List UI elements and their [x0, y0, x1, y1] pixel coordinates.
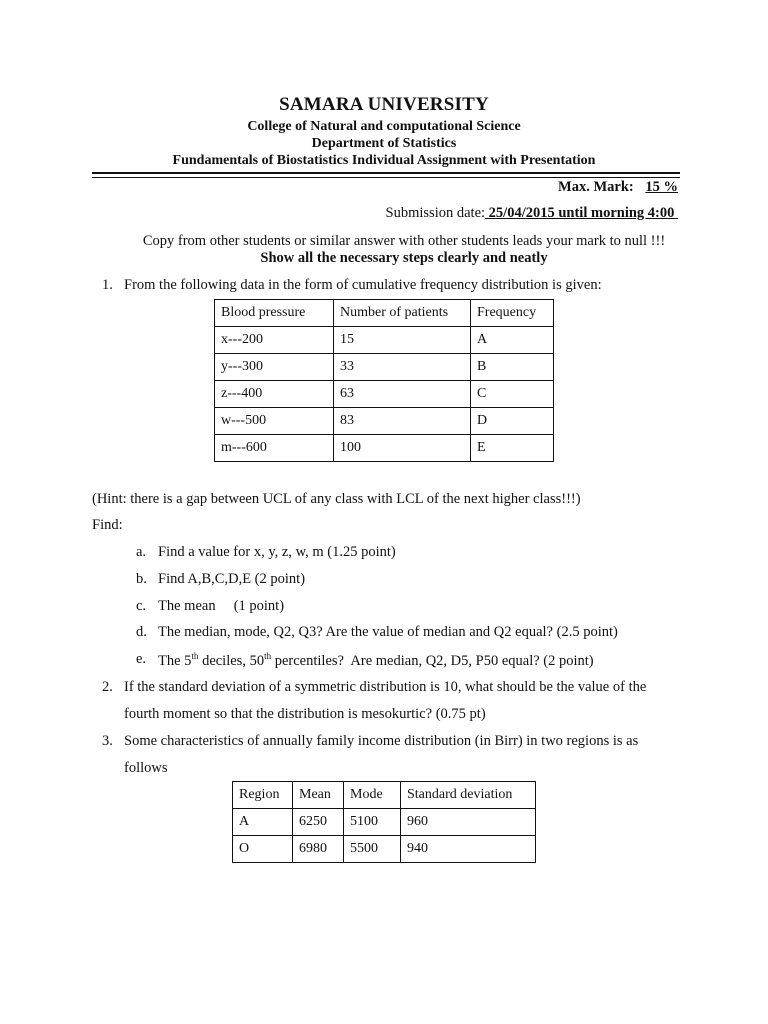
q1-number: 1. — [102, 277, 113, 293]
table-row — [233, 809, 536, 836]
table-header-cell: Standard deviation — [401, 782, 536, 809]
header-rule-thick — [92, 172, 680, 174]
table-cell: 83 — [334, 408, 471, 435]
table-cell: 960 — [401, 809, 536, 836]
table-cell: 5100 — [344, 809, 401, 836]
max-mark-value: 15 % — [645, 179, 678, 195]
part-b-text: Find A,B,C,D,E (2 point) — [158, 571, 306, 587]
blood-pressure-table — [214, 299, 554, 462]
part-d-letter: d. — [136, 624, 147, 640]
table-header-cell: Mode — [344, 782, 401, 809]
table-header-row — [233, 782, 536, 809]
department-name: Department of Statistics — [311, 136, 457, 151]
table-row — [215, 381, 554, 408]
part-e-text: The 5th deciles, 50th percentiles? Are median, Q2, D5, P50 equal? (2 point) — [158, 651, 594, 669]
table-cell: D — [471, 408, 554, 435]
table-cell: E — [471, 435, 554, 462]
table-header-cell: Mean — [293, 782, 344, 809]
table-row — [215, 354, 554, 381]
part-b-letter: b. — [136, 571, 147, 587]
part-a-text: Find a value for x, y, z, w, m (1.25 point) — [158, 544, 396, 560]
q2-line1: If the standard deviation of a symmetric distribution is 10, what should be the value of the — [124, 679, 647, 695]
table-cell: 33 — [334, 354, 471, 381]
table-row — [215, 408, 554, 435]
table-cell: y---300 — [215, 354, 334, 381]
submission-label: Submission date: — [385, 205, 486, 221]
table-header-cell: Blood pressure — [215, 300, 334, 327]
table-header-cell: Number of patients — [334, 300, 471, 327]
table-cell: A — [233, 809, 293, 836]
part-e-letter: e. — [136, 651, 147, 667]
table-header-row — [215, 300, 554, 327]
table-cell: w---500 — [215, 408, 334, 435]
table-cell: m---600 — [215, 435, 334, 462]
submission-date — [386, 205, 678, 222]
max-mark-label: Max. Mark: — [558, 179, 634, 195]
table-header-cell: Region — [233, 782, 293, 809]
table-cell: x---200 — [215, 327, 334, 354]
part-c-text: The mean (1 point) — [158, 598, 285, 614]
instruction-text: Show all the necessary steps clearly and neatly — [260, 250, 548, 266]
table-cell: z---400 — [215, 381, 334, 408]
part-d-text: The median, mode, Q2, Q3? Are the value of median and Q2 equal? (2.5 point) — [158, 624, 618, 640]
q2-line2: fourth moment so that the distribution is mesokurtic? (0.75 pt) — [124, 706, 486, 722]
course-title: Fundamentals of Biostatistics Individual Assignment with Presentation — [172, 153, 596, 168]
table-cell: 940 — [401, 836, 536, 863]
table-cell: B — [471, 354, 554, 381]
table-cell: 15 — [334, 327, 471, 354]
table-cell: 6980 — [293, 836, 344, 863]
income-table — [232, 781, 536, 863]
table-row — [233, 836, 536, 863]
q1-text: From the following data in the form of cumulative frequency distribution is given: — [124, 277, 602, 293]
table-cell: 5500 — [344, 836, 401, 863]
table-cell: O — [233, 836, 293, 863]
table-cell: 100 — [334, 435, 471, 462]
warning-text: Copy from other students or similar answer with other students leads your mark to null !!! — [142, 233, 666, 249]
college-name: College of Natural and computational Science — [247, 119, 521, 134]
table-cell: A — [471, 327, 554, 354]
table-cell: 63 — [334, 381, 471, 408]
max-mark — [558, 179, 678, 196]
header-rule-thin — [92, 177, 680, 178]
q2-number: 2. — [102, 679, 113, 695]
q3-line2: follows — [124, 760, 168, 776]
table-row — [215, 327, 554, 354]
part-c-letter: c. — [136, 598, 147, 614]
table-header-cell: Frequency — [471, 300, 554, 327]
table-row — [215, 435, 554, 462]
table-cell: C — [471, 381, 554, 408]
hint-text: (Hint: there is a gap between UCL of any class with LCL of the next higher class!!!) — [92, 491, 581, 507]
find-label: Find: — [92, 517, 123, 533]
q3-line1: Some characteristics of annually family income distribution (in Birr) in two regions is as — [124, 733, 639, 749]
university-title: SAMARA UNIVERSITY — [279, 94, 489, 115]
q3-number: 3. — [102, 733, 113, 749]
submission-value: 25/04/2015 until morning 4:00 — [485, 205, 678, 221]
table-cell: 6250 — [293, 809, 344, 836]
part-a-letter: a. — [136, 544, 147, 560]
